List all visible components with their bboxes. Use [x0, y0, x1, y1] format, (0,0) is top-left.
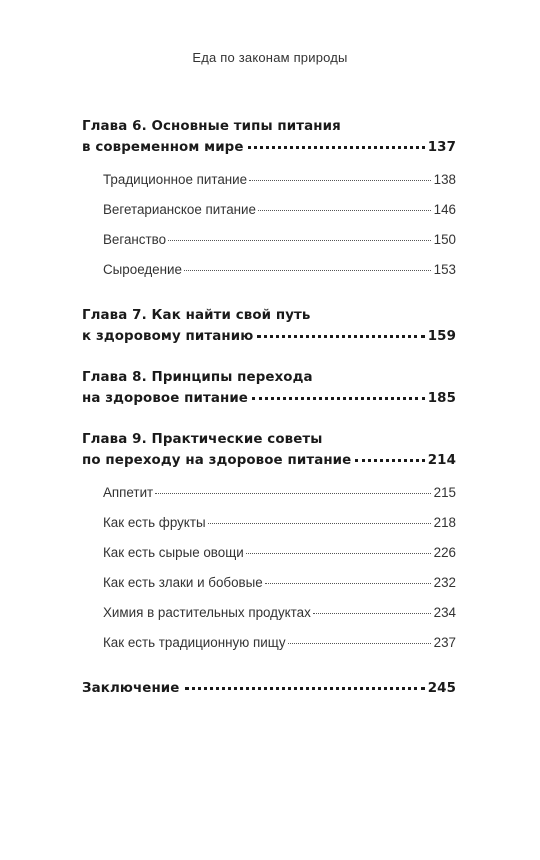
chapter-title-continued: к здоровому питанию: [82, 329, 254, 344]
section-page-number: 215: [433, 485, 456, 500]
toc-section[interactable]: [103, 538, 456, 568]
chapter-title-continued: в современном мире: [82, 140, 244, 155]
toc-section[interactable]: [103, 478, 456, 508]
conclusion-page-number: 245: [427, 681, 456, 696]
section-list: [82, 165, 456, 285]
dot-leader: [248, 146, 425, 149]
toc-section[interactable]: [103, 598, 456, 628]
conclusion-title: Заключение: [82, 681, 180, 696]
dot-leader: [155, 493, 430, 494]
dot-leader: [265, 583, 431, 584]
section-page-number: 232: [433, 575, 456, 590]
running-head: Еда по законам природы: [192, 50, 348, 65]
section-title: Как есть сырые овощи: [103, 545, 244, 560]
section-page-number: 146: [433, 202, 456, 217]
toc-chapter-6: [82, 116, 456, 285]
dot-leader: [355, 459, 424, 462]
section-title: Аппетит: [103, 485, 154, 500]
chapter-title[interactable]: Глава 9. Практические советы: [82, 432, 323, 447]
dot-leader: [252, 397, 425, 400]
section-page-number: 153: [433, 262, 456, 277]
chapter-page-number: 137: [427, 140, 456, 155]
dot-leader: [208, 523, 431, 524]
chapter-page-number: 214: [427, 453, 456, 468]
chapter-title-continued: по переходу на здоровое питание: [82, 453, 352, 468]
toc-section[interactable]: [103, 255, 456, 285]
section-page-number: 226: [433, 545, 456, 560]
section-page-number: 218: [433, 515, 456, 530]
chapter-title[interactable]: Глава 7. Как найти свой путь: [82, 308, 311, 323]
dot-leader: [168, 240, 431, 241]
dot-leader: [257, 335, 424, 338]
dot-leader: [258, 210, 431, 211]
chapter-title[interactable]: Глава 6. Основные типы питания: [82, 119, 341, 134]
chapter-title-continued: на здоровое питание: [82, 391, 248, 406]
section-page-number: 138: [433, 172, 456, 187]
toc-section[interactable]: [103, 568, 456, 598]
dot-leader: [246, 553, 431, 554]
toc-chapter-8: [82, 367, 456, 409]
chapter-title[interactable]: Глава 8. Принципы перехода: [82, 370, 313, 385]
section-title: Как есть традиционную пищу: [103, 635, 286, 650]
toc-section[interactable]: [103, 508, 456, 538]
chapter-title-line2[interactable]: [82, 450, 456, 471]
dot-leader: [288, 643, 431, 644]
table-of-contents: [82, 116, 456, 699]
chapter-page-number: 159: [427, 329, 456, 344]
section-title: Химия в растительных продуктах: [103, 605, 311, 620]
chapter-title-line2[interactable]: [82, 326, 456, 347]
section-title: Веганство: [103, 232, 167, 247]
section-title: Сыроедение: [103, 262, 182, 277]
section-page-number: 234: [433, 605, 456, 620]
toc-section[interactable]: [103, 195, 456, 225]
toc-section[interactable]: [103, 165, 456, 195]
dot-leader: [184, 270, 431, 271]
section-page-number: 150: [433, 232, 456, 247]
toc-section[interactable]: [103, 628, 456, 658]
section-title: Как есть злаки и бобовые: [103, 575, 263, 590]
section-page-number: 237: [433, 635, 456, 650]
section-title: Вегетарианское питание: [103, 202, 256, 217]
dot-leader: [249, 180, 431, 181]
section-title: Как есть фрукты: [103, 515, 206, 530]
chapter-page-number: 185: [427, 391, 456, 406]
toc-section[interactable]: [103, 225, 456, 255]
chapter-title-line2[interactable]: [82, 388, 456, 409]
toc-conclusion[interactable]: [82, 678, 456, 699]
chapter-title-line2[interactable]: [82, 137, 456, 158]
section-list: [82, 478, 456, 658]
toc-chapter-7: [82, 305, 456, 347]
dot-leader: [313, 613, 431, 614]
section-title: Традиционное питание: [103, 172, 248, 187]
dot-leader: [185, 687, 424, 690]
toc-chapter-9: [82, 429, 456, 658]
